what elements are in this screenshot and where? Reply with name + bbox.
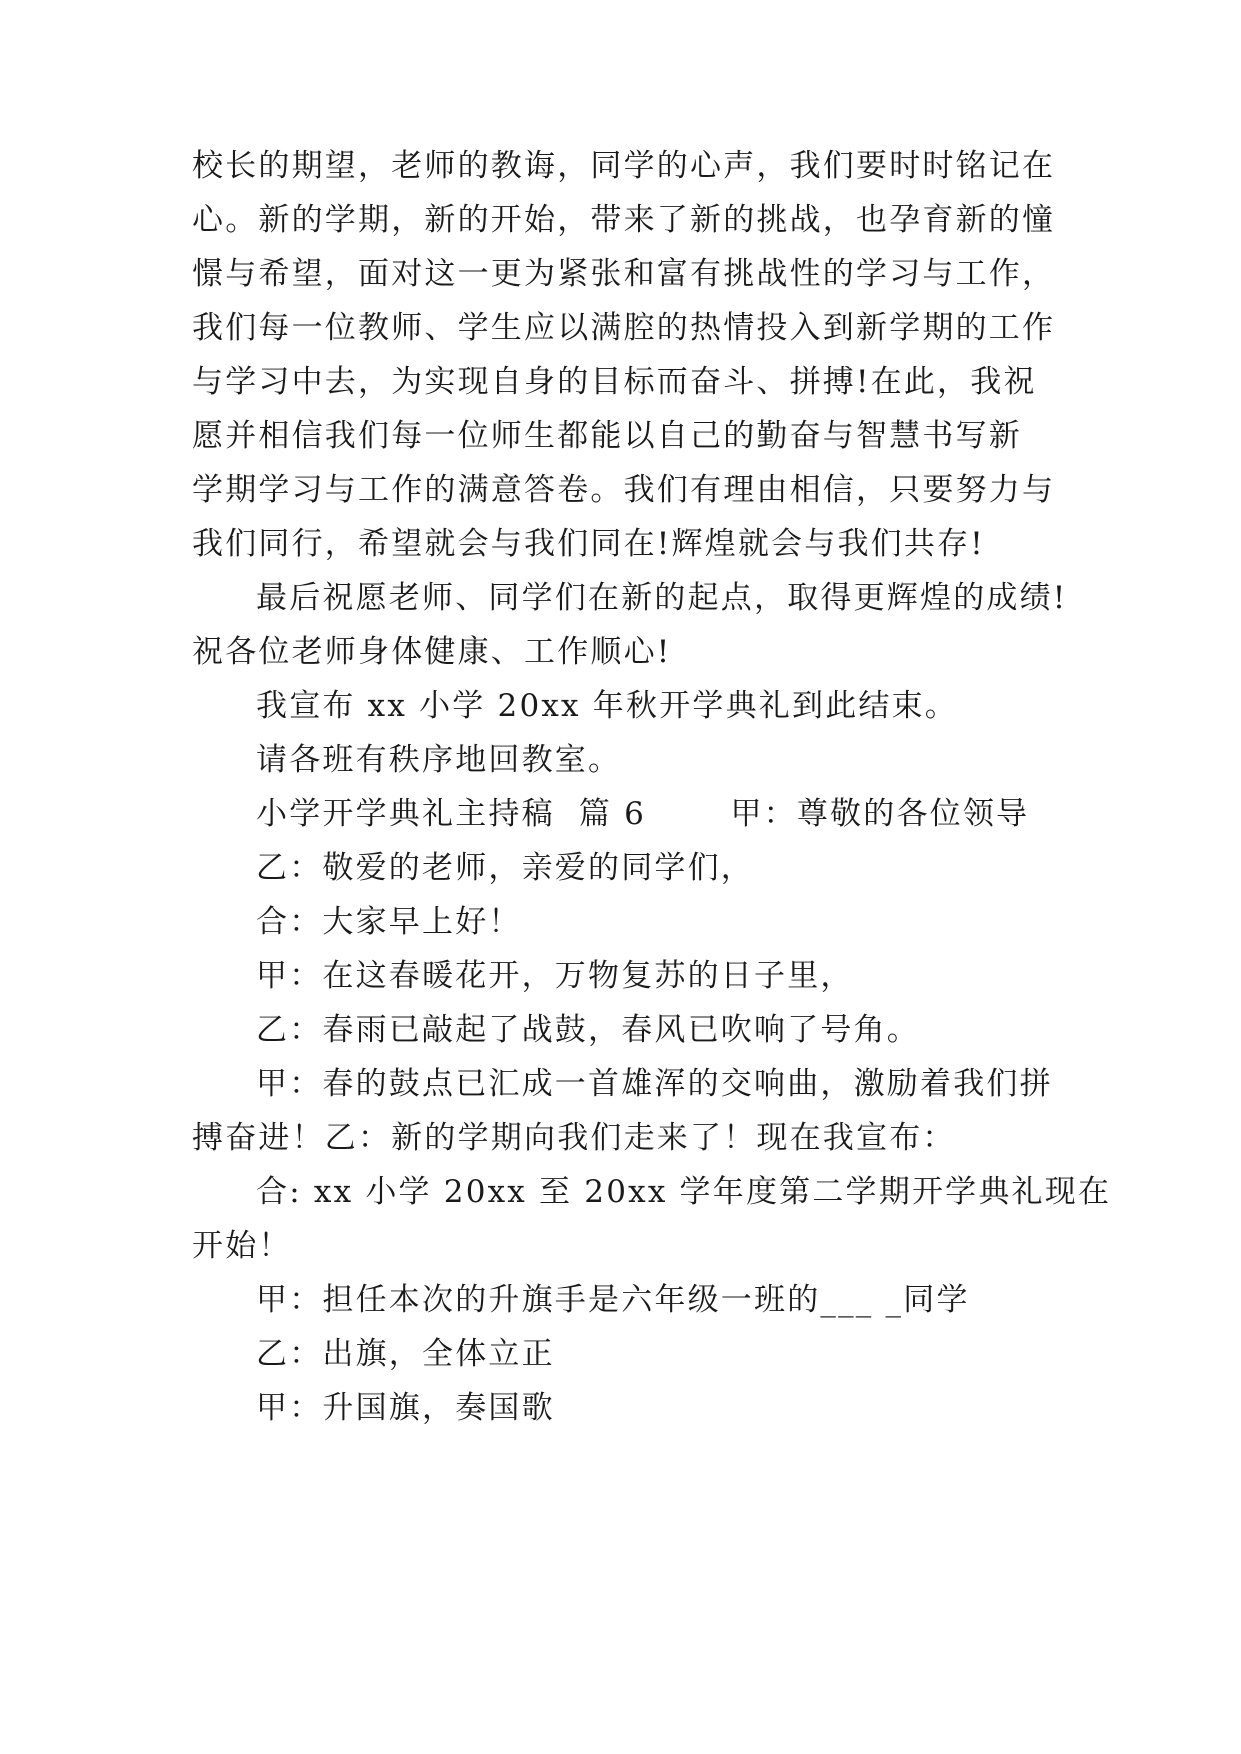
text-line: 甲：在这春暖花开，万物复苏的日子里，: [256, 958, 854, 994]
text-line: 乙：春雨已敲起了战鼓，春风已吹响了号角。: [256, 1012, 920, 1048]
text-line: 乙：敬爱的老师，亲爱的同学们，: [256, 850, 754, 886]
text-line: 我们同行，希望就会与我们同在!辉煌就会与我们共存!: [192, 526, 985, 562]
text-line: 合：大家早上好！: [256, 904, 522, 940]
text-line: 开始！: [192, 1228, 292, 1264]
text-line: 甲：春的鼓点已汇成一首雄浑的交响曲，激励着我们拼: [256, 1066, 1053, 1102]
text-line: 合: xx 小学 20xx 至 20xx 学年度第二学期开学典礼现在: [256, 1174, 1112, 1210]
text-line: 心。新的学期，新的开始，带来了新的挑战，也孕育新的憧: [192, 202, 1056, 238]
text-line: 学期学习与工作的满意答卷。我们有理由相信，只要努力与: [192, 472, 1056, 508]
text-line: 搏奋进！乙：新的学期向我们走来了！现在我宣布：: [192, 1120, 956, 1156]
text-line: 我宣布 xx 小学 20xx 年秋开学典礼到此结束。: [256, 688, 958, 724]
text-line: 祝各位老师身体健康、工作顺心!: [192, 634, 672, 670]
text-line: 最后祝愿老师、同学们在新的起点，取得更辉煌的成绩!: [256, 580, 1068, 616]
text-line: 请各班有秩序地回教室。: [256, 742, 622, 778]
text-line: 愿并相信我们每一位师生都能以自己的勤奋与智慧书写新: [192, 418, 1022, 454]
text-line: 校长的期望，老师的教诲，同学的心声，我们要时时铭记在: [192, 148, 1056, 184]
text-line: 与学习中去，为实现自身的目标而奋斗、拼搏!在此，我祝: [192, 364, 1037, 400]
text-line: 憬与希望，面对这一更为紧张和富有挑战性的学习与工作，: [192, 256, 1056, 292]
text-line: 小学开学典礼主持稿 篇 6 甲：尊敬的各位领导: [256, 796, 1030, 832]
text-line: 乙：出旗，全体立正: [256, 1336, 555, 1372]
text-line: 甲：担任本次的升旗手是六年级一班的___ _同学: [256, 1282, 970, 1318]
text-line: 甲：升国旗，奏国歌: [256, 1390, 555, 1426]
text-line: 我们每一位教师、学生应以满腔的热情投入到新学期的工作: [192, 310, 1056, 346]
